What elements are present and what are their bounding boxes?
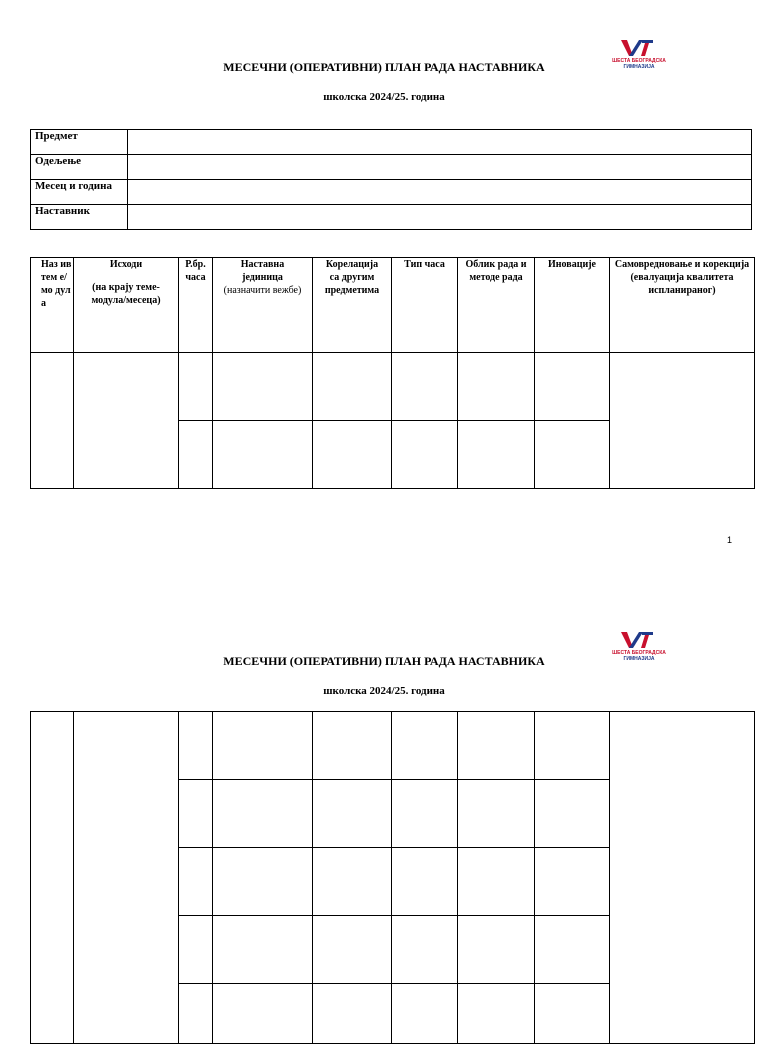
school-logo-line2: ГИМНАЗИЈА <box>623 656 655 662</box>
innovations-cell[interactable] <box>535 780 610 848</box>
info-value-field[interactable] <box>128 205 752 230</box>
lesson-number-cell[interactable] <box>179 421 213 489</box>
header-lesson-unit <box>213 258 313 353</box>
info-label: Наставник <box>31 205 128 230</box>
plan-header-row <box>31 258 755 353</box>
header-work-form: Облик рада и методе рада <box>458 258 535 353</box>
plan-table <box>30 257 755 489</box>
school-logo-line2: ГИМНАЗИЈА <box>623 64 655 70</box>
header-lesson-unit-title: Наставна јединица <box>240 259 285 283</box>
lesson-number-cell[interactable] <box>179 916 213 984</box>
innovations-cell[interactable] <box>535 421 610 489</box>
innovations-cell[interactable] <box>535 353 610 421</box>
school-year: школска 2024/25. година <box>323 685 445 697</box>
info-value-field[interactable] <box>128 130 752 155</box>
info-label: Месец и година <box>31 180 128 205</box>
header-outcomes-title: Исходи <box>109 259 143 270</box>
topic-cell[interactable] <box>31 353 74 489</box>
header-outcomes <box>74 258 179 353</box>
school-logo-line1: ШЕСТА БЕОГРАДСКА <box>612 58 666 64</box>
lesson-unit-cell[interactable] <box>213 780 313 848</box>
header-outcomes-note: (на крају теме-модула/месеца) <box>91 282 161 306</box>
outcomes-cell[interactable] <box>74 353 179 489</box>
work-form-cell[interactable] <box>458 848 535 916</box>
header-lesson-unit-note: (назначити вежбе) <box>223 285 302 296</box>
innovations-cell[interactable] <box>535 712 610 780</box>
lesson-type-cell[interactable] <box>392 848 458 916</box>
lesson-unit-cell[interactable] <box>213 353 313 421</box>
work-form-cell[interactable] <box>458 916 535 984</box>
innovations-cell[interactable] <box>535 848 610 916</box>
lesson-number-cell[interactable] <box>179 353 213 421</box>
header-lesson-number: Р.бр. часа <box>179 258 213 353</box>
header-innovations: Иновације <box>535 258 610 353</box>
correlation-cell[interactable] <box>313 916 392 984</box>
header-topic: Наз ив тем е/мо дул а <box>31 258 74 353</box>
correlation-cell[interactable] <box>313 984 392 1044</box>
lesson-number-cell[interactable] <box>179 984 213 1044</box>
lesson-type-cell[interactable] <box>392 353 458 421</box>
table-row <box>31 712 755 780</box>
innovations-cell[interactable] <box>535 916 610 984</box>
header-self-evaluation: Самовредновање и корекција (евалуација квалитета испланираног) <box>610 258 755 353</box>
lesson-unit-cell[interactable] <box>213 848 313 916</box>
page-title: МЕСЕЧНИ (ОПЕРАТИВНИ) ПЛАН РАДА НАСТАВНИКА <box>223 60 545 74</box>
correlation-cell[interactable] <box>313 421 392 489</box>
lesson-unit-cell[interactable] <box>213 984 313 1044</box>
work-form-cell[interactable] <box>458 712 535 780</box>
lesson-unit-cell[interactable] <box>213 916 313 984</box>
correlation-cell[interactable] <box>313 353 392 421</box>
info-row-subject <box>31 130 752 155</box>
lesson-unit-cell[interactable] <box>213 421 313 489</box>
outcomes-cell[interactable] <box>74 712 179 1044</box>
info-table <box>30 129 752 230</box>
school-logo-mark-icon <box>609 630 669 650</box>
lesson-number-cell[interactable] <box>179 848 213 916</box>
info-label: Предмет <box>31 130 128 155</box>
info-value-field[interactable] <box>128 155 752 180</box>
plan-table-continued <box>30 711 755 1044</box>
lesson-type-cell[interactable] <box>392 984 458 1044</box>
header-lesson-type: Тип часа <box>392 258 458 353</box>
work-form-cell[interactable] <box>458 984 535 1044</box>
lesson-number-cell[interactable] <box>179 780 213 848</box>
correlation-cell[interactable] <box>313 712 392 780</box>
correlation-cell[interactable] <box>313 780 392 848</box>
info-label: Одељење <box>31 155 128 180</box>
info-row-month-year <box>31 180 752 205</box>
school-year: школска 2024/25. година <box>323 91 445 103</box>
topic-cell[interactable] <box>31 712 74 1044</box>
table-row <box>31 353 755 421</box>
info-value-field[interactable] <box>128 180 752 205</box>
info-row-class <box>31 155 752 180</box>
work-form-cell[interactable] <box>458 780 535 848</box>
self-evaluation-cell[interactable] <box>610 353 755 489</box>
correlation-cell[interactable] <box>313 848 392 916</box>
school-logo-mark-icon <box>609 38 669 58</box>
innovations-cell[interactable] <box>535 984 610 1044</box>
header-correlation: Корелација са другим предметима <box>313 258 392 353</box>
lesson-type-cell[interactable] <box>392 780 458 848</box>
page-number: 1 <box>727 535 733 545</box>
school-logo-line1: ШЕСТА БЕОГРАДСКА <box>612 650 666 656</box>
info-row-teacher <box>31 205 752 230</box>
page-title: МЕСЕЧНИ (ОПЕРАТИВНИ) ПЛАН РАДА НАСТАВНИКА <box>223 654 545 668</box>
lesson-number-cell[interactable] <box>179 712 213 780</box>
work-form-cell[interactable] <box>458 353 535 421</box>
lesson-type-cell[interactable] <box>392 712 458 780</box>
lesson-unit-cell[interactable] <box>213 712 313 780</box>
lesson-type-cell[interactable] <box>392 916 458 984</box>
lesson-type-cell[interactable] <box>392 421 458 489</box>
self-evaluation-cell[interactable] <box>610 712 755 1044</box>
work-form-cell[interactable] <box>458 421 535 489</box>
